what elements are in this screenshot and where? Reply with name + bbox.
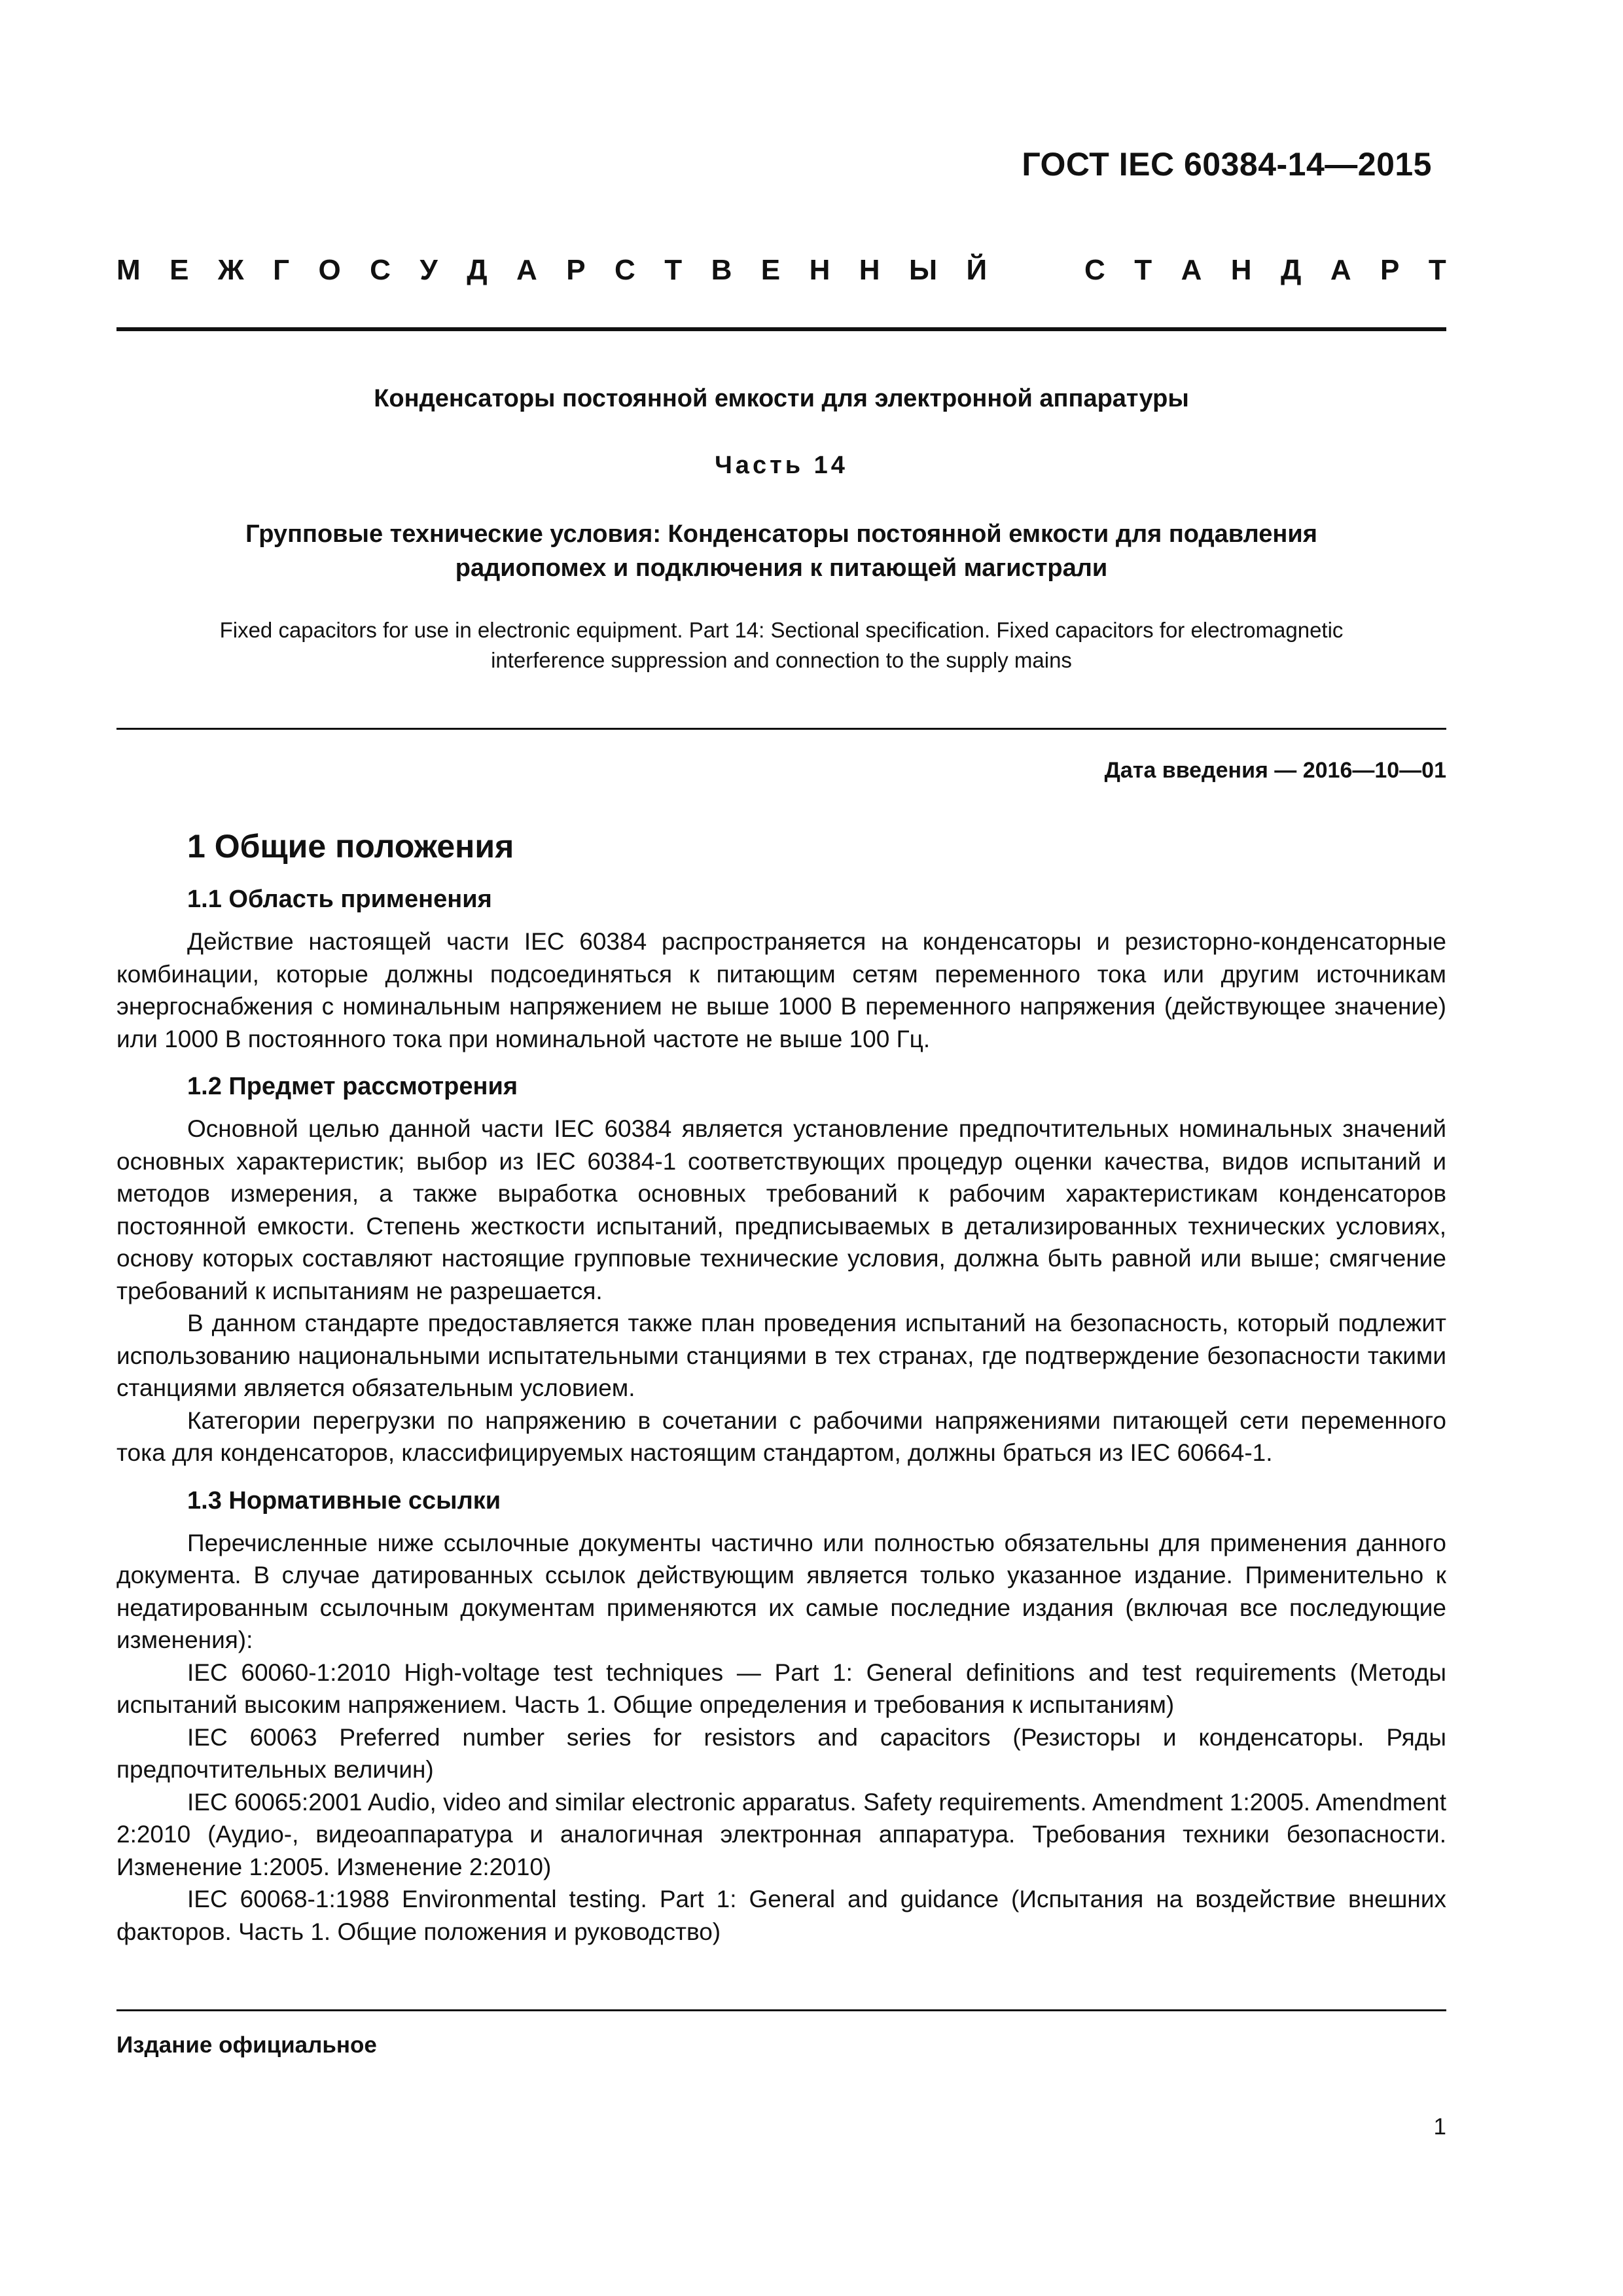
subsection-heading: 1.1 Область применения <box>187 886 492 913</box>
footer-divider <box>116 2009 1446 2011</box>
heading-letter: Т <box>1134 254 1152 286</box>
heading-letter: Е <box>760 254 781 286</box>
introduction-date: Дата введения — 2016—10—01 <box>1104 758 1446 783</box>
heading-letter: Й <box>966 254 988 286</box>
interstate-standard-heading <box>116 247 1446 293</box>
paragraph: Перечисленные ниже ссылочные документы частично или полностью обязательны для применения данного документа. В случае датированных ссылок действующим является только указанное издание. Применительно к недатированным ссылочным документам применяются их самые последние издания (включая все последующие изменения): <box>116 1529 1446 1653</box>
heading-letter: У <box>419 254 438 286</box>
document-part: Часть 14 <box>715 452 848 479</box>
heading-letter: Н <box>1230 254 1252 286</box>
edition-label: Издание официальное <box>116 2032 377 2058</box>
document-number: ГОСТ IEC 60384-14—2015 <box>1022 146 1432 183</box>
paragraph: В данном стандарте предоставляется также план проведения испытаний на безопасность, который подлежит использованию национальными испытательными станциями в тех странах, где подтверждение безопасности такими станциями является обязательным условием. <box>116 1310 1446 1401</box>
heading-letter: В <box>711 254 732 286</box>
reference-item: IEC 60065:2001 Audio, video and similar electronic apparatus. Safety requirements. Amendment 1:2005. Amendment 2:2010 (Аудио-, видеоаппаратура и аналогичная электронная аппаратура. Требования техники безопасности. Изменение 1:2005. Изменение 2:2010) <box>116 1788 1446 1880</box>
header-divider <box>116 327 1446 331</box>
page-number: 1 <box>1433 2114 1446 2140</box>
heading-letter: Т <box>664 254 683 286</box>
english-title <box>116 615 1446 675</box>
heading-letter: Д <box>467 254 488 286</box>
heading-letter: Н <box>809 254 830 286</box>
reference-item: IEC 60060-1:2010 High-voltage test techniques — Part 1: General definitions and test requirements (Методы испытаний высоким напряжением. Часть 1. Общие определения и требования к испытаниям) <box>116 1659 1446 1718</box>
heading-letter: Ы <box>909 254 938 286</box>
subsection-heading: 1.3 Нормативные ссылки <box>187 1486 501 1515</box>
paragraph: Действие настоящей части IEC 60384 распространяется на конденсаторы и резисторно-конденсаторные комбинации, которые должны подсоединяться к питающим сетям переменного тока или другим источникам энергоснабжения с номинальным напряжением не выше 1000 В переменного напряжения (действующее значение) или 1000 В постоянного тока при номинальной частоте не выше 100 Гц. <box>116 928 1446 1052</box>
document-title: Конденсаторы постоянной емкости для электронной аппаратуры <box>374 385 1189 412</box>
paragraph: Основной целью данной части IEC 60384 является установление предпочтительных номинальных значений основных характеристик; выбор из IEC 60384-1 соответствующих процедур оценки качества, видов испытаний и методов измерения, а также выработка основных требований к рабочим характеристикам конденсаторов постоянной емкости. Степень жесткости испытаний, предписываемых в детализированных технических условиях, основу которых составляют настоящие групповые технические условия, должна быть равной или выше; смягчение требований к испытаниям не разрешается. <box>116 1115 1446 1304</box>
subtitle-line: радиопомех и подключения к питающей магистрали <box>455 554 1108 582</box>
heading-letter: Н <box>859 254 880 286</box>
heading-letter: Р <box>566 254 586 286</box>
heading-letter: С <box>1084 254 1105 286</box>
heading-letter: А <box>1181 254 1202 286</box>
heading-letter: Е <box>169 254 189 286</box>
reference-item: IEC 60068-1:1988 Environmental testing. Part 1: General and guidance (Испытания на воздействие внешних факторов. Часть 1. Общие положения и руководство) <box>116 1886 1446 1945</box>
heading-letter: А <box>1330 254 1351 286</box>
english-title-line: interference suppression and connection to the supply mains <box>491 648 1072 672</box>
paragraph: Категории перегрузки по напряжению в сочетании с рабочими напряжениями питающей сети переменного тока для конденсаторов, классифицируемых настоящим стандартом, должны браться из IEC 60664-1. <box>116 1407 1446 1466</box>
heading-letter: Т <box>1428 254 1446 286</box>
subsection-heading: 1.2 Предмет рассмотрения <box>187 1073 518 1100</box>
heading-letter: О <box>318 254 341 286</box>
section-heading: 1 Общие положения <box>187 828 514 865</box>
heading-letter: Г <box>273 254 290 286</box>
heading-letter: С <box>615 254 635 286</box>
subtitle-line: Групповые технические условия: Конденсаторы постоянной емкости для подавления <box>245 520 1317 548</box>
heading-letter: А <box>516 254 537 286</box>
heading-letter: Ж <box>217 254 244 286</box>
heading-letter: М <box>116 254 141 286</box>
heading-letter: Р <box>1380 254 1400 286</box>
reference-item: IEC 60063 Preferred number series for resistors and capacitors (Резисторы и конденсаторы. Ряды предпочтительных величин) <box>116 1723 1446 1783</box>
document-body <box>116 825 1446 1948</box>
heading-letter: Д <box>1281 254 1302 286</box>
document-subtitle <box>116 517 1446 585</box>
title-divider <box>116 728 1446 730</box>
heading-letter: С <box>370 254 391 286</box>
english-title-line: Fixed capacitors for use in electronic equipment. Part 14: Sectional specification. Fixed capacitors for electromagnetic <box>219 618 1344 642</box>
